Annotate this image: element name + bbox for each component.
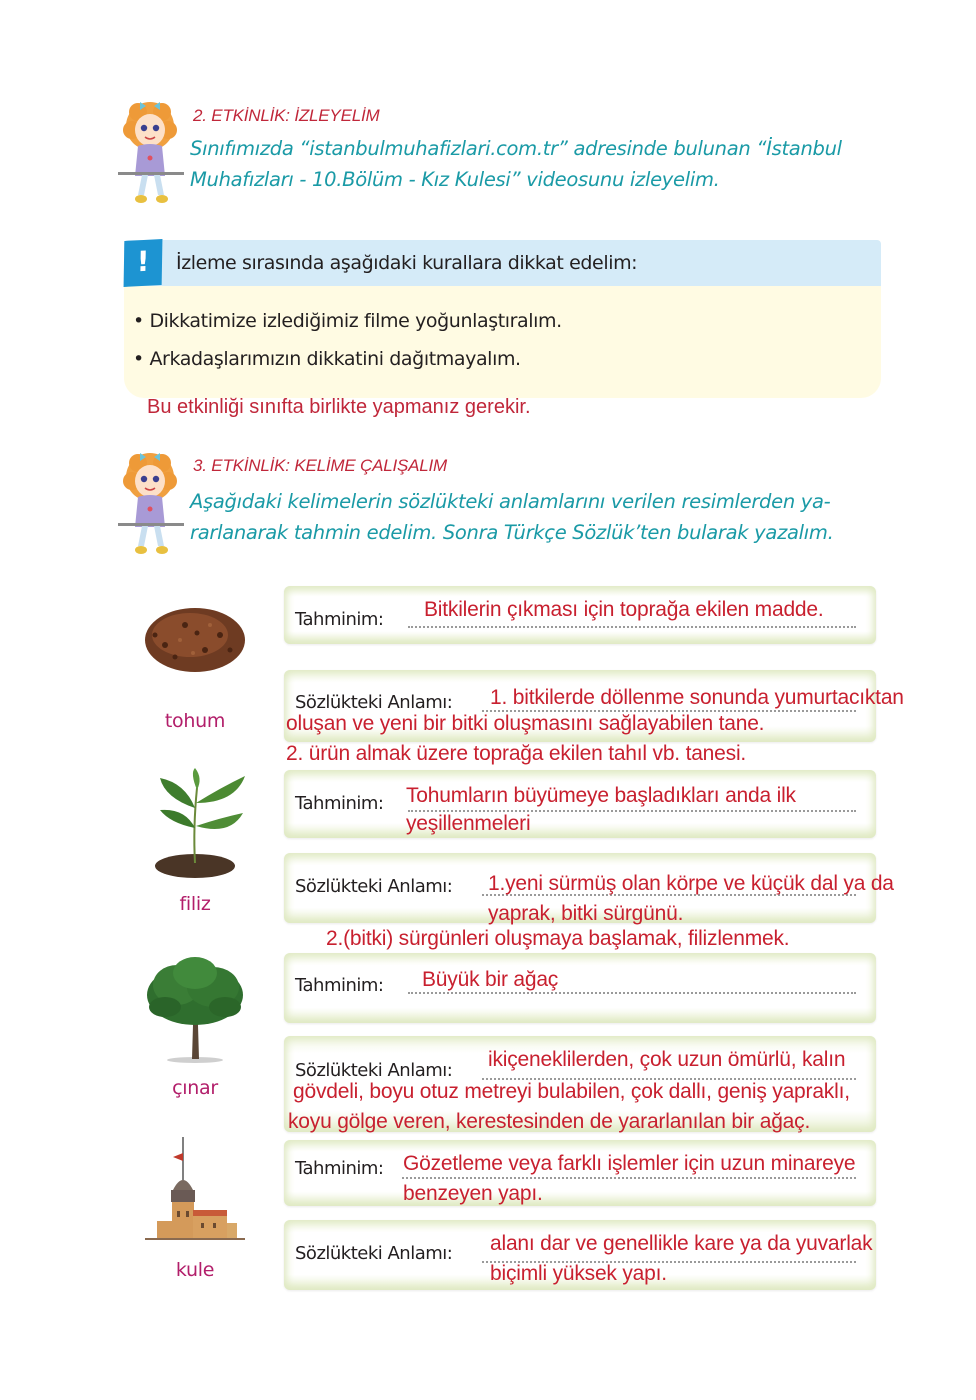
guess-answer-filiz-1: Tohumların büyümeye başladıkları anda ilk (406, 784, 796, 807)
bullet-text: Arkadaşlarımızın dikkatini dağıtmayalım. (149, 348, 521, 370)
exclamation-icon: ! (124, 239, 163, 287)
word-label-filiz: filiz (179, 893, 211, 915)
warning-body (124, 286, 881, 398)
guess-label: Tahminim: (295, 793, 384, 814)
word-label-tohum: tohum (164, 710, 226, 732)
activity-2-instruction-line-1: Sınıfımızda “istanbulmuhafizlari.com.tr” adresinde bulunan “İstanbul (190, 137, 842, 160)
guess-label: Tahminim: (295, 975, 384, 996)
meaning-answer-kule-2: biçimli yüksek yapı. (490, 1262, 667, 1285)
guess-answer-line[interactable] (402, 1177, 856, 1179)
guess-answer-filiz-2: yeşillenmeleri (406, 812, 531, 835)
meaning-answer-cinar-3: koyu gölge veren, kerestesinden de yararlanılan bir ağaç. (288, 1110, 811, 1133)
meaning-answer-filiz-2: yaprak, bitki sürgünü. (488, 902, 684, 925)
class-note: Bu etkinliği sınıfta birlikte yapmanız gerekir. (147, 396, 531, 418)
meaning-answer-cinar-1: ikiçeneklilerden, çok uzun ömürlü, kalın (488, 1048, 846, 1071)
warning-title: İzleme sırasında aşağıdaki kurallara dikkat edelim: (176, 252, 638, 274)
activity-3-instruction-line-1: Aşağıdaki kelimelerin sözlükteki anlamlarını verilen resimlerden ya- (190, 490, 831, 513)
meaning-answer-tohum-3: 2. ürün almak üzere toprağa ekilen tahıl vb. tanesi. (286, 742, 747, 765)
meaning-answer-filiz-1: 1.yeni sürmüş olan körpe ve küçük dal ya da (488, 872, 894, 895)
bullet-dot-icon: • (133, 348, 144, 370)
girl-mascot-icon (118, 447, 184, 557)
seeds-image (135, 595, 255, 685)
meaning-answer-tohum-2: oluşan ve yeni bir bitki oluşmasını sağlayabilen tane. (286, 712, 765, 735)
meaning-label: Sözlükteki Anlamı: (295, 876, 453, 897)
meaning-label: Sözlükteki Anlamı: (295, 1060, 453, 1081)
guess-answer-line[interactable] (408, 626, 856, 628)
bullet-text: Dikkatimize izlediğimiz filme yoğunlaştıralım. (149, 310, 562, 332)
warning-bullet-2 (133, 348, 521, 370)
meaning-answer-tohum-1: 1. bitkilerde döllenme sonunda yumurtacıktan (490, 686, 904, 709)
maiden-tower-image (135, 1135, 255, 1245)
guess-answer-cinar: Büyük bir ağaç (422, 968, 559, 991)
word-label-kule: kule (175, 1259, 215, 1281)
tree-image (135, 955, 255, 1065)
guess-answer-line[interactable] (408, 992, 856, 994)
activity-2-title: 2. ETKİNLİK: İZLEYELİM (193, 106, 380, 125)
meaning-answer-cinar-2: gövdeli, boyu otuz metreyi bulabilen, çok dallı, geniş yapraklı, (293, 1080, 850, 1103)
girl-mascot-icon (118, 96, 184, 206)
activity-3-title: 3. ETKİNLİK: KELİME ÇALIŞALIM (193, 456, 448, 475)
activity-3-instruction-line-2: rarlanarak tahmin edelim. Sonra Türkçe Sözlük’ten bularak yazalım. (190, 521, 834, 544)
meaning-label: Sözlükteki Anlamı: (295, 1243, 453, 1264)
meaning-answer-filiz-3: 2.(bitki) sürgünleri oluşmaya başlamak, filizlenmek. (326, 927, 790, 950)
sprout-image (135, 768, 255, 878)
guess-label: Tahminim: (295, 1158, 384, 1179)
word-label-cinar: çınar (172, 1077, 218, 1099)
activity-2-instruction-line-2: Muhafızları - 10.Bölüm - Kız Kulesi” videosunu izleyelim. (190, 168, 720, 191)
guess-answer-kule-2: benzeyen yapı. (403, 1182, 543, 1205)
meaning-label: Sözlükteki Anlamı: (295, 692, 453, 713)
warning-bullet-1 (133, 310, 562, 332)
bullet-dot-icon: • (133, 310, 144, 332)
guess-answer-tohum: Bitkilerin çıkması için toprağa ekilen madde. (424, 598, 824, 621)
guess-label: Tahminim: (295, 609, 384, 630)
meaning-answer-kule-1: alanı dar ve genellikle kare ya da yuvarlak (490, 1232, 873, 1255)
guess-answer-kule-1: Gözetleme veya farklı işlemler için uzun minareye (403, 1152, 856, 1175)
